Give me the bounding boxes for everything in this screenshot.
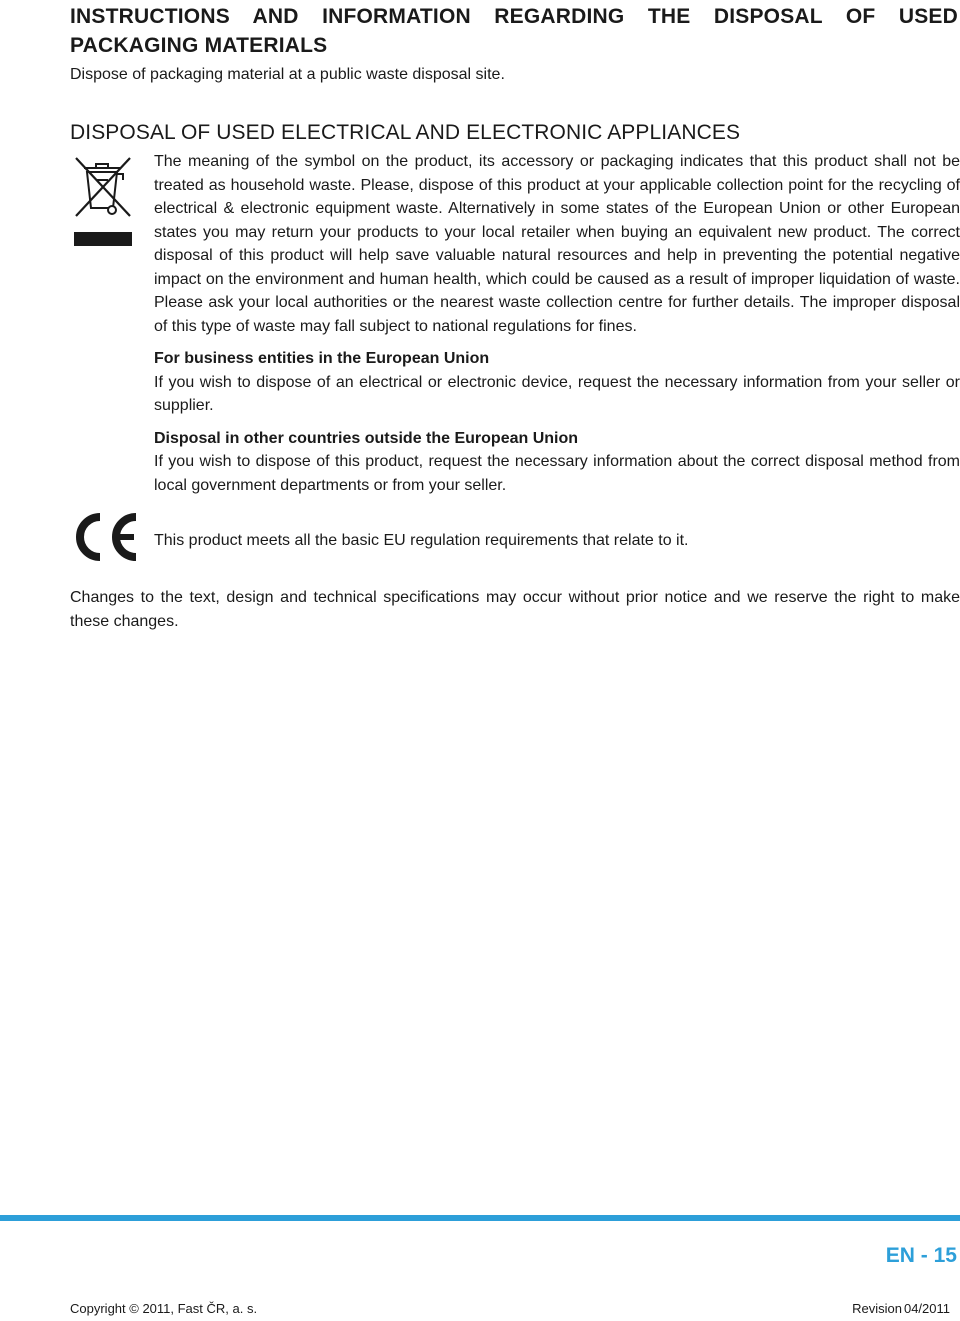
revision-label: Revision — [852, 1301, 902, 1316]
page-number: EN - 15 — [885, 1244, 957, 1267]
ce-mark-icon — [70, 511, 140, 563]
revision-info — [852, 1301, 950, 1316]
weee-text-column — [154, 150, 960, 497]
packaging-title: INSTRUCTIONS AND INFORMATION REGARDING THE DISPOSAL OF USED PACKAGING MATERIALS — [70, 5, 958, 57]
ce-text-column — [154, 511, 960, 553]
other-countries-text: If you wish to dispose of this product, request the necessary information about the correct disposal method from local government departments or from your seller. — [154, 453, 960, 494]
business-heading: For business entities in the European Union — [154, 350, 490, 367]
other-countries-heading: Disposal in other countries outside the European Union — [154, 429, 579, 447]
ce-icon-column — [70, 511, 154, 563]
weee-icon-column — [70, 150, 154, 254]
changes-notice: Changes to the text, design and technical specifications may occur without prior notice and we reserve the right to make these changes. — [70, 589, 960, 630]
packaging-text: Dispose of packaging material at a public waste disposal site. — [70, 66, 505, 83]
revision-value: 04/2011 — [903, 1301, 950, 1316]
copyright-notice: Copyright © 2011, Fast ČR, a. s. — [70, 1301, 258, 1316]
page-content — [70, 0, 960, 633]
footer-divider — [0, 1215, 960, 1221]
crossed-wheelie-bin-icon — [70, 150, 136, 254]
ce-section — [70, 511, 960, 563]
ce-text: This product meets all the basic EU regulation requirements that relate to it. — [154, 532, 689, 549]
appliances-title: DISPOSAL OF USED ELECTRICAL AND ELECTRONIC APPLIANCES — [70, 121, 741, 144]
business-text: If you wish to dispose of an electrical or electronic device, request the necessary information from your seller or supplier. — [154, 373, 960, 414]
weee-section — [70, 150, 960, 497]
weee-paragraph: The meaning of the symbol on the product, its accessory or packaging indicates that this product shall not be treated as household waste. Please, dispose of this product at your applicable collection point for the recycling of electrical & electronic equipment waste. Alternatively in some states of the European Union or other European states you may return your products to your local retailer when buying an equivalent new product. The correct disposal of this product will help save valuable natural resources and help in preventing the potential negative impact on the environment and human health, which could be caused as a result of improper liquidation of waste. Please ask your local authorities or the nearest waste collection centre for further details. The improper disposal of this type of waste may fall subject to national regulations for fines. — [154, 153, 960, 335]
